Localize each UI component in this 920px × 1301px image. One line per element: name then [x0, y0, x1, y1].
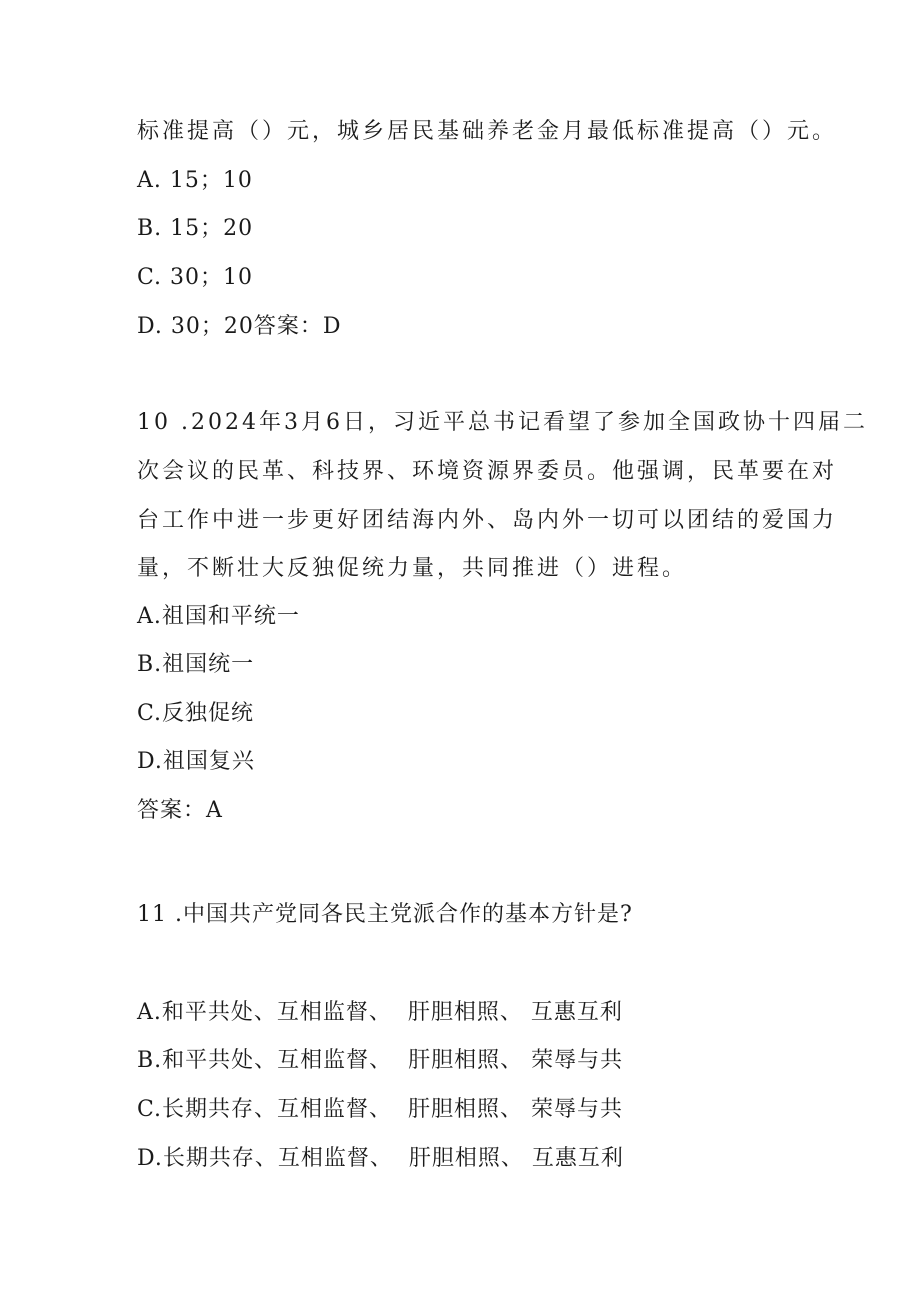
q9-stem-tail: 标准提高（）元，城乡居民基础养老金月最低标准提高（）元。 [137, 119, 838, 144]
q10-option-b: B.祖国统一 [137, 652, 255, 677]
q11-option-a: A.和平共处、互相监督、 肝胆相照、 互惠互利 [137, 1000, 623, 1025]
q11-option-b: B.和平共处、互相监督、 肝胆相照、 荣辱与共 [137, 1048, 624, 1073]
q10-stem-line-3: 台工作中进一步更好团结海内外、岛内外一切可以团结的爱国力 [137, 508, 838, 533]
q11-stem: 11 .中国共产党同各民主党派合作的基本方针是? [137, 902, 633, 927]
q11-option-c: C.长期共存、互相监督、 肝胆相照、 荣辱与共 [137, 1097, 624, 1122]
q10-option-c: C.反独促统 [137, 701, 255, 726]
q11-option-d: D.长期共存、互相监督、 肝胆相照、 互惠互利 [137, 1146, 624, 1171]
q10-option-d: D.祖国复兴 [137, 749, 255, 774]
q10-stem-line-4: 量，不断壮大反独促统力量，共同推进（）进程。 [137, 556, 688, 581]
q10-option-a: A.祖国和平统一 [137, 604, 300, 629]
q10-stem-line-1: 10 .2024年3月6日，习近平总书记看望了参加全国政协十四届二 [137, 410, 868, 435]
q10-answer: 答案：A [137, 798, 223, 823]
q10-stem-line-2: 次会议的民革、科技界、环境资源界委员。他强调，民革要在对 [137, 459, 838, 484]
q9-option-d-with-answer: D. 30；20答案：D [137, 314, 342, 339]
q9-option-b: B. 15；20 [137, 216, 254, 241]
q9-option-c: C. 30；10 [137, 265, 254, 290]
q9-option-a: A. 15；10 [137, 168, 253, 193]
